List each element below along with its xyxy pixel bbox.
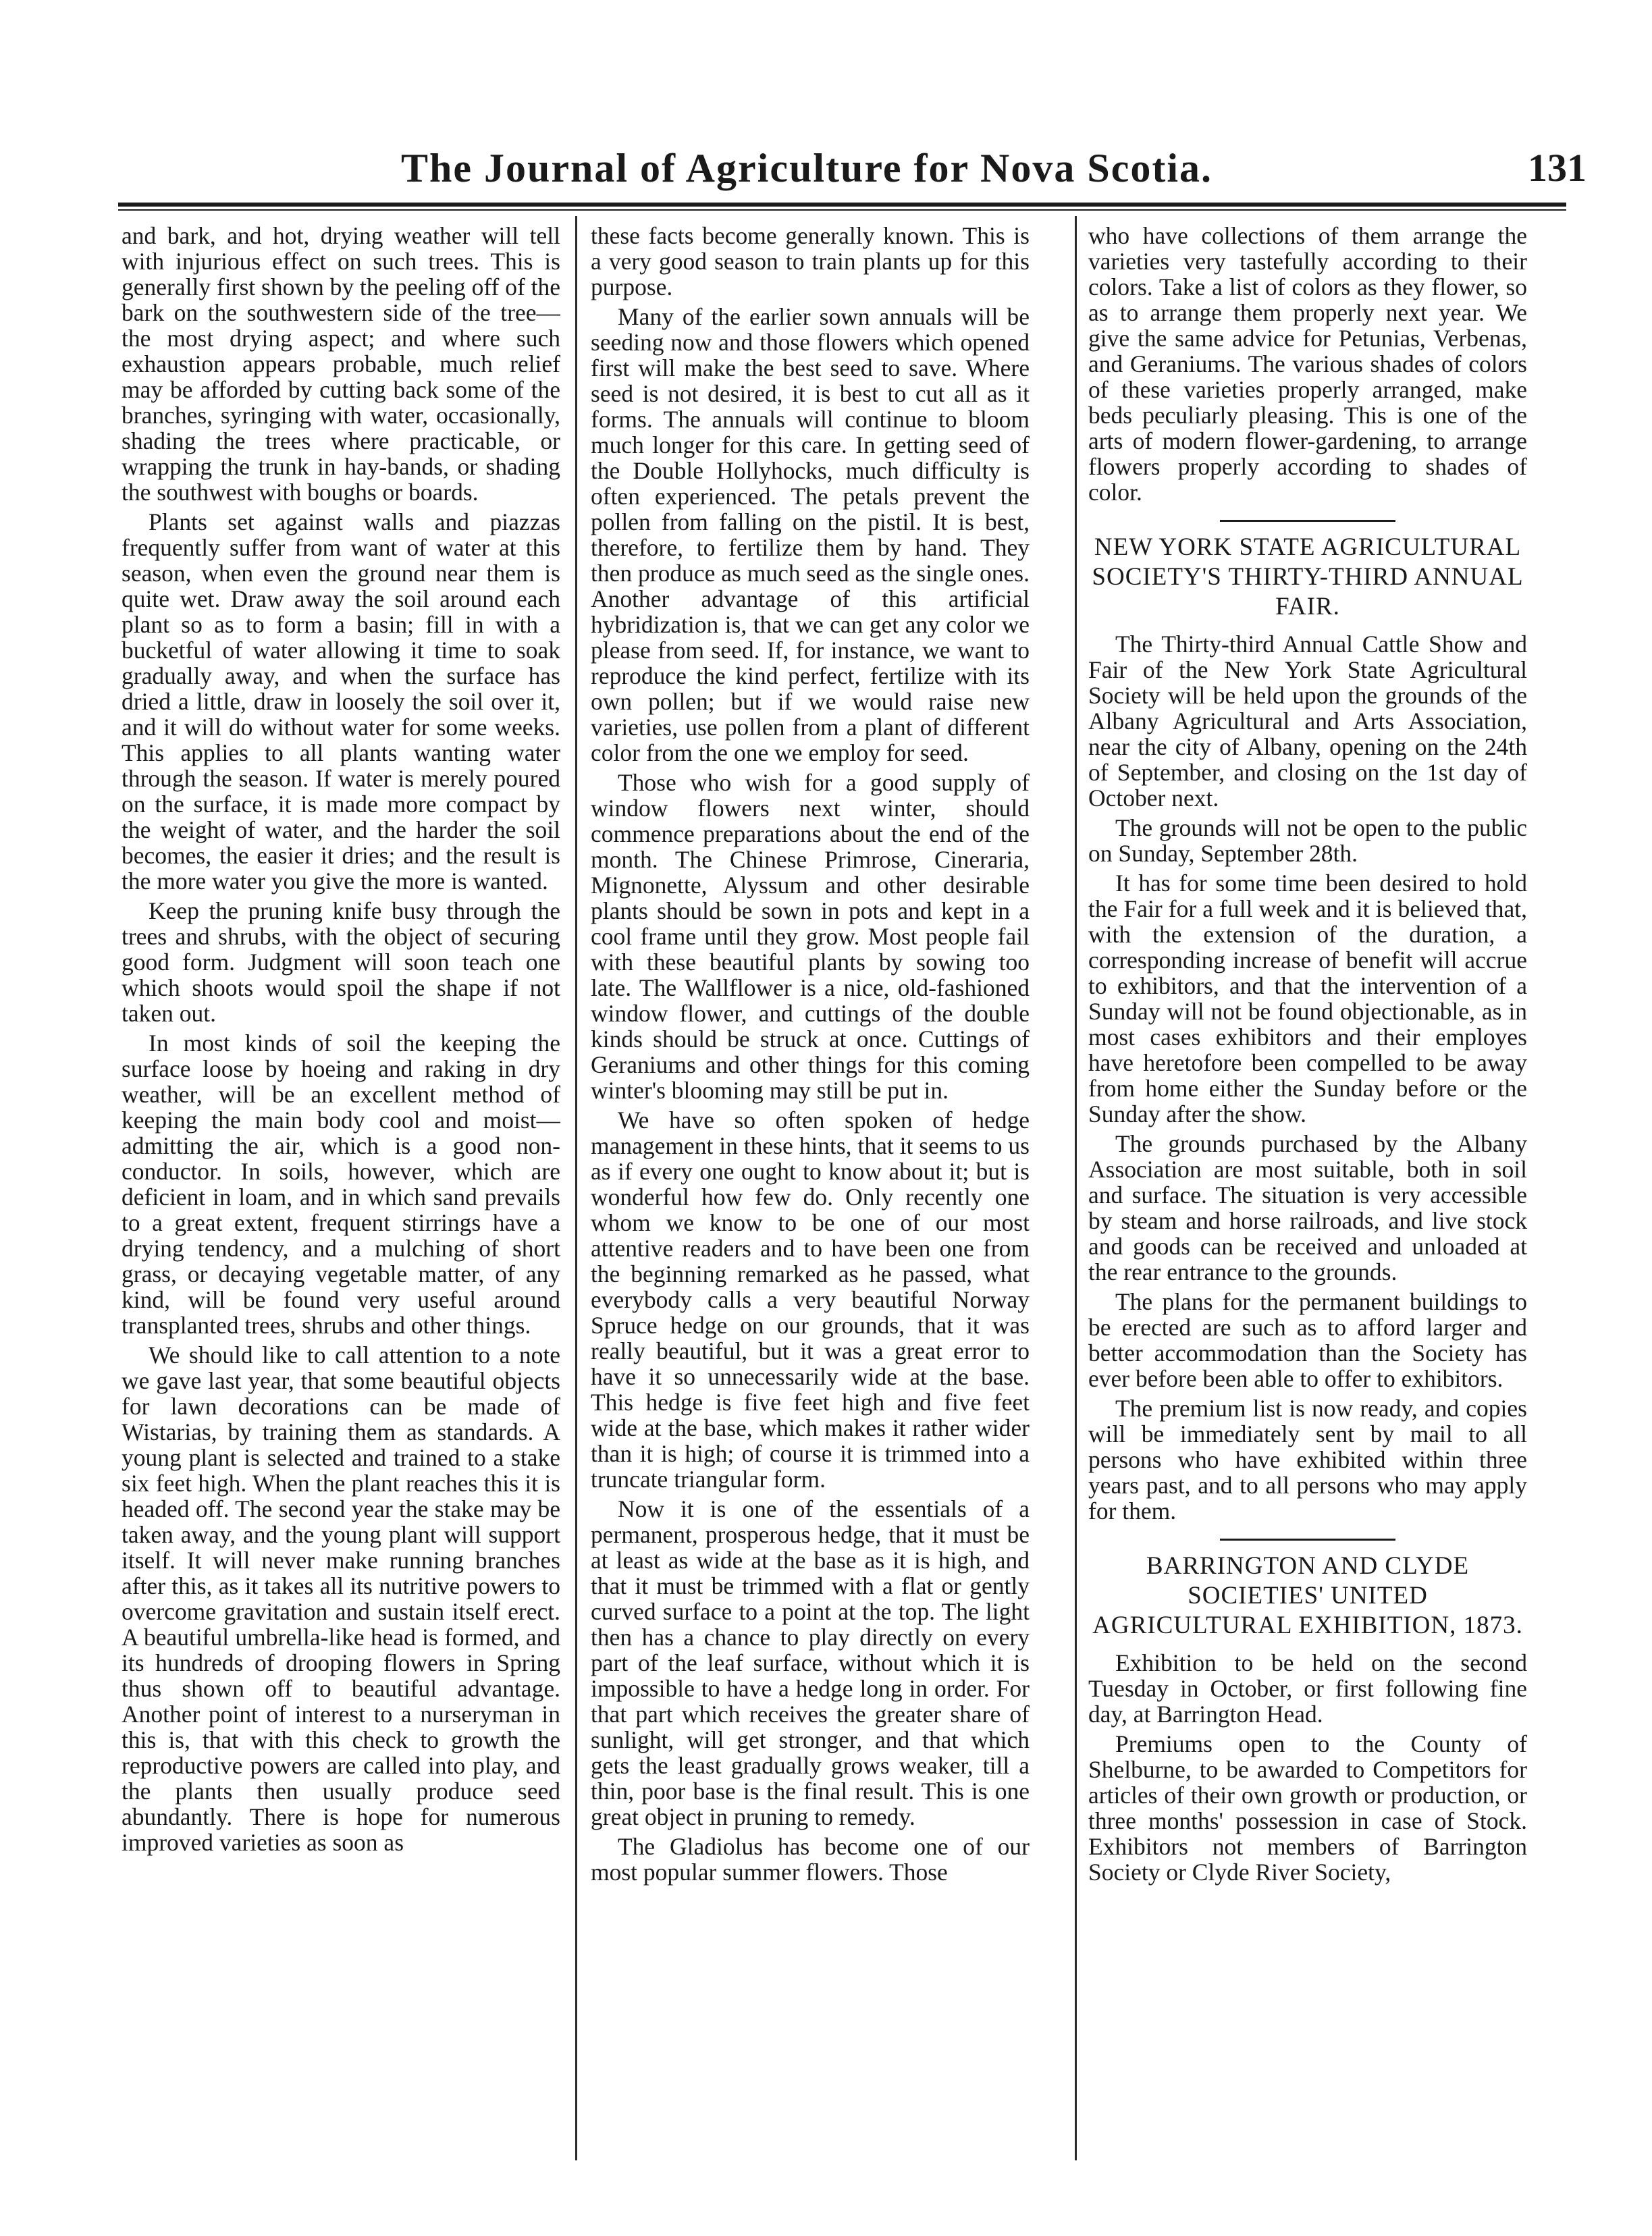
page-number: 131: [1528, 146, 1587, 190]
section-separator: [1220, 520, 1395, 522]
paragraph: The plans for the permanent buildings to be erected are such as to afford larger and better accommodation than the Society has ever before been able to offer to exhibitors.: [1088, 1288, 1527, 1392]
paragraph: It has for some time been desired to hold the Fair for a full week and it is believed that, with the extension of the duration, a corresponding increase of benefit will accrue to exhibitors, and that the intervention of a Sunday will not be found objectionable, as in most cases exhibitors and their employes have heretofore been compelled to be away from home either the Sunday before or the Sunday after the show.: [1088, 870, 1527, 1127]
header-rule-thick: [118, 203, 1566, 207]
paragraph: and bark, and hot, drying weather will tell with injurious effect on such trees. This is generally first shown by the peeling off of the bark on the southwestern side of the tree—the most drying aspect; and where such exhaustion appears probable, much relief may be afforded by cutting back some of the branches, syringing with water, occasionally, shading the trees where practicable, or wrapping the trunk in hay-bands, or shading the southwest with boughs or boards.: [122, 223, 560, 506]
section-separator: [1220, 1539, 1395, 1541]
paragraph: Those who wish for a good supply of window flowers next winter, should commence preparations about the end of the month. The Chinese Primrose, Cineraria, Mignonette, Alyssum and other desirable plants should be sown in pots and kept in a cool frame until they grow. Most people fail with these beautiful plants by sowing too late. The Wallflower is a nice, old-fashioned window flower, and cuttings of the double kinds should be struck at once. Cuttings of Geraniums and other things for this coming winter's blooming may still be put in.: [591, 769, 1030, 1104]
paragraph: Now it is one of the essentials of a permanent, prosperous hedge, that it must be at least as wide at the base as it is high, and that it must be trimmed with a flat or gently curved surface to a point at the top. The light then has a chance to play directly on every part of the leaf surface, without which it is impossible to have a hedge long in order. For that part which receives the greater share of sunlight, will get stronger, and that which gets the least gradually grows weaker, till a thin, poor base is the final result. This is one great object in pruning to remedy.: [591, 1495, 1030, 1830]
paragraph: who have collections of them arrange the varieties very tastefully according to their colors. Take a list of colors as they flower, so as to arrange them properly next year. We give the same advice for Petunias, Verbenas, and Geraniums. The various shades of colors of these varieties properly arranged, make beds peculiarly pleasing. This is one of the arts of modern flower-gardening, to arrange flowers properly according to shades of color.: [1088, 223, 1527, 506]
paragraph: Keep the pruning knife busy through the trees and shrubs, with the object of securing good form. Judgment will soon teach one which shoots would spoil the shape if not taken out.: [122, 897, 560, 1027]
column-3: [1088, 223, 1527, 2160]
paragraph: We should like to call attention to a note we gave last year, that some beautiful objects for lawn decorations can be made of Wistarias, by training them as standards. A young plant is selected and trained to a stake six feet high. When the plant reaches this it is headed off. The second year the stake may be taken away, and the young plant will support itself. It will never make running branches after this, as it takes all its nutritive powers to overcome gravitation and sustain itself erect. A beautiful umbrella-like head is formed, and its hundreds of drooping flowers in Spring thus shown off to beautiful advantage. Another point of interest to a nurseryman in this is, that with this check to growth the reproductive powers are called into play, and the plants then usually produce seed abundantly. There is hope for numerous improved varieties as soon as: [122, 1341, 560, 1856]
column-2: [591, 223, 1030, 2160]
section-heading: BARRINGTON AND CLYDE SOCIETIES' UNITED AGRICULTURAL EXHIBITION, 1873.: [1092, 1552, 1523, 1639]
journal-title: The Journal of Agriculture for Nova Scotia.: [400, 146, 1213, 190]
paragraph: The grounds purchased by the Albany Association are most suitable, both in soil and surface. The situation is very accessible by steam and horse railroads, and live stock and goods can be received and unloaded at the rear entrance to the grounds.: [1088, 1130, 1527, 1285]
paragraph: Many of the earlier sown annuals will be seeding now and those flowers which opened first will make the best seed to save. Where seed is not desired, it is best to cut all as it forms. The annuals will continue to bloom much longer for this care. In getting seed of the Double Hollyhocks, much difficulty is often experienced. The petals prevent the pollen from falling on the pistil. It is best, therefore, to fertilize them by hand. They then produce as much seed as the single ones. Another advantage of this artificial hybridization is, that we can get any color we please from seed. If, for instance, we want to reproduce the kind perfect, fertilize with its own pollen; but if we would raise new varieties, use pollen from a plant of different color from the one we employ for seed.: [591, 303, 1030, 766]
paragraph: In most kinds of soil the keeping the surface loose by hoeing and raking in dry weather, will be an excellent method of keeping the main body cool and moist—admitting the air, which is a good non-conductor. In soils, however, which are deficient in loam, and in which sand prevails to a great extent, frequent stirrings have a drying tendency, and a mulching of short grass, or decaying vegetable matter, of any kind, will be found very useful around transplanted trees, shrubs and other things.: [122, 1030, 560, 1339]
paragraph: Plants set against walls and piazzas frequently suffer from want of water at this season, when even the ground near them is quite wet. Draw away the soil around each plant so as to form a basin; fill in with a bucketful of water allowing it time to soak gradually away, and when the surface has dried a little, draw in loosely the soil over it, and it will do without water for some weeks. This applies to all plants wanting water through the season. If water is merely poured on the surface, it is made more compact by the weight of water, and the harder the soil becomes, the easier it dries; and the result is the more water you give the more is wanted.: [122, 508, 560, 895]
paragraph: these facts become generally known. This is a very good season to train plants up for this purpose.: [591, 223, 1030, 300]
page-header: [27, 138, 1587, 199]
column-divider-2: [1075, 216, 1077, 2160]
paragraph: Exhibition to be held on the second Tuesday in October, or first following fine day, at Barrington Head.: [1088, 1649, 1527, 1728]
paragraph: The Gladiolus has become one of our most popular summer flowers. Those: [591, 1833, 1030, 1886]
column-divider-1: [575, 216, 577, 2160]
header-rule-thin: [118, 209, 1566, 211]
paragraph: Premiums open to the County of Shelburne, to be awarded to Competitors for articles of their own growth or production, or three months' possession in case of Stock. Exhibitors not members of Barrington Society or Clyde River Society,: [1088, 1730, 1527, 1886]
column-1: [122, 223, 560, 2160]
paragraph: The premium list is now ready, and copies will be immediately sent by mail to all persons who have exhibited within three years past, and to all persons who may apply for them.: [1088, 1395, 1527, 1524]
paragraph: The grounds will not be open to the public on Sunday, September 28th.: [1088, 814, 1527, 867]
section-heading: NEW YORK STATE AGRICULTURAL SOCIETY'S THIRTY-THIRD ANNUAL FAIR.: [1092, 533, 1524, 620]
paragraph: We have so often spoken of hedge management in these hints, that it seems to us as if every one ought to know about it; but is wonderful how few do. Only recently one whom we know to be one of our most attentive readers and to have been one from the beginning remarked as he passed, what everybody calls a very beautiful Norway Spruce hedge on our grounds, that it was really beautiful, but it was a great error to have it so unnecessarily wide at the base. This hedge is five feet high and five feet wide at the base, which makes it rather wider than it is high; of course it is trimmed into a truncate triangular form.: [591, 1107, 1030, 1493]
paragraph: The Thirty-third Annual Cattle Show and Fair of the New York State Agricultural Society will be held upon the grounds of the Albany Agricultural and Arts Association, near the city of Albany, opening on the 24th of September, and closing on the 1st day of October next.: [1088, 631, 1527, 811]
